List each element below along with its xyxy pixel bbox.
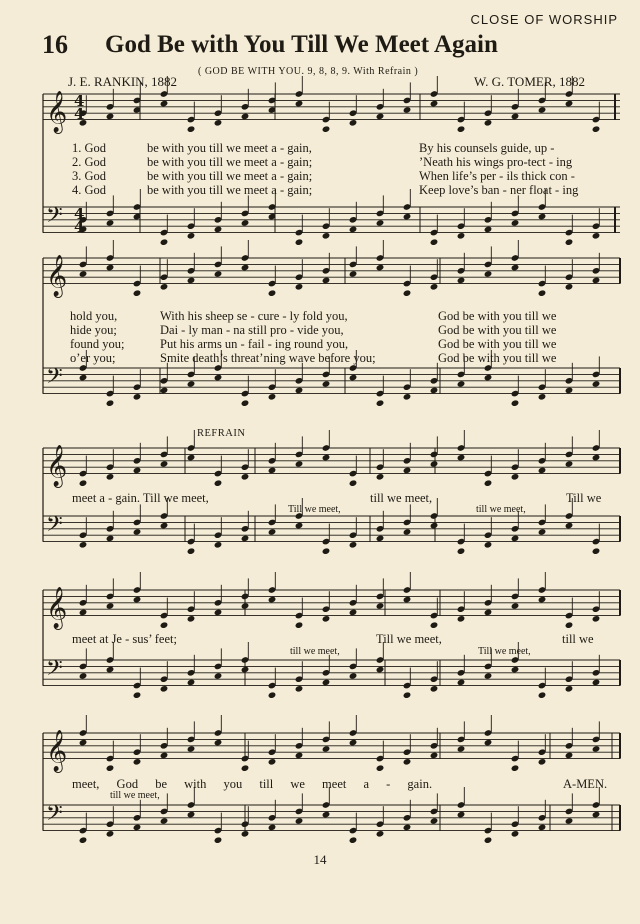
notehead <box>187 380 196 388</box>
s5-lyric-1: meet, God be with you till we meet a - gain. <box>72 777 433 791</box>
notehead <box>268 691 277 699</box>
notehead <box>349 270 358 278</box>
bass-clef-icon: 𝄢 <box>46 202 63 233</box>
notehead <box>457 380 466 388</box>
notehead <box>484 672 493 680</box>
notehead <box>376 264 385 272</box>
notehead <box>160 685 169 693</box>
notehead <box>376 535 385 543</box>
notehead <box>403 758 412 766</box>
s4-lyric-3: till we <box>562 632 594 646</box>
notehead <box>349 226 358 234</box>
refrain-label: REFRAIN <box>197 428 246 439</box>
notehead <box>322 745 331 753</box>
verse-4: 4. God be with you till we meet a - gain; Keep love’s ban - ner float - ing <box>72 183 579 197</box>
treble-clef-icon: 𝄞 <box>46 730 68 772</box>
notehead <box>376 666 385 674</box>
s4-bass-1: till we meet, <box>290 646 340 657</box>
notehead <box>322 679 331 687</box>
notehead <box>565 621 574 629</box>
notehead <box>592 547 601 555</box>
notehead <box>349 479 358 487</box>
notehead <box>79 836 88 844</box>
notehead <box>133 691 142 699</box>
notehead <box>295 238 304 246</box>
notehead <box>295 460 304 468</box>
notehead <box>106 666 115 674</box>
notehead <box>349 541 358 549</box>
notehead <box>268 467 277 475</box>
notehead <box>160 460 169 468</box>
treble-clef-icon: 𝄞 <box>46 587 68 629</box>
notehead <box>187 547 196 555</box>
notehead <box>403 467 412 475</box>
notehead <box>268 758 277 766</box>
notehead <box>376 113 385 121</box>
notehead <box>403 289 412 297</box>
notehead <box>187 277 196 285</box>
notehead <box>322 232 331 240</box>
notehead <box>592 679 601 687</box>
notehead <box>241 399 250 407</box>
notehead <box>349 609 358 617</box>
notehead <box>106 219 115 227</box>
notehead <box>565 685 574 693</box>
hymn-number: 16 <box>42 30 68 59</box>
s5-bass-1: till we meet, <box>110 790 160 801</box>
notehead <box>322 277 331 285</box>
notehead <box>484 226 493 234</box>
notehead <box>457 615 466 623</box>
s4-lyric-2: Till we meet, <box>376 632 442 646</box>
notehead <box>430 621 439 629</box>
notehead <box>322 380 331 388</box>
notehead <box>592 125 601 133</box>
notehead <box>106 602 115 610</box>
notehead <box>592 232 601 240</box>
notehead <box>133 596 142 604</box>
notehead <box>187 454 196 462</box>
notehead <box>592 811 601 819</box>
notehead <box>538 393 547 401</box>
notehead <box>430 522 439 530</box>
notehead <box>79 270 88 278</box>
notehead <box>457 125 466 133</box>
notehead <box>430 100 439 108</box>
notehead <box>79 479 88 487</box>
notehead <box>295 685 304 693</box>
notehead <box>79 672 88 680</box>
notehead <box>268 289 277 297</box>
refrain-lyric-2: till we meet, <box>370 491 433 505</box>
notehead <box>133 467 142 475</box>
notehead <box>592 745 601 753</box>
notehead <box>187 679 196 687</box>
notehead <box>592 454 601 462</box>
notehead <box>484 541 493 549</box>
bass-clef-icon: 𝄢 <box>46 655 63 686</box>
notehead <box>349 739 358 747</box>
notehead <box>484 836 493 844</box>
notehead <box>322 454 331 462</box>
notehead <box>403 106 412 114</box>
notehead <box>511 666 520 674</box>
notehead <box>241 764 250 772</box>
notehead <box>268 528 277 536</box>
notehead <box>214 739 223 747</box>
notehead <box>376 219 385 227</box>
notehead <box>214 541 223 549</box>
notehead <box>79 739 88 747</box>
notehead <box>403 824 412 832</box>
notehead <box>565 100 574 108</box>
notehead <box>430 817 439 825</box>
notehead <box>160 522 169 530</box>
notehead <box>133 528 142 536</box>
time-signature: 4 <box>74 205 85 223</box>
notehead <box>106 264 115 272</box>
notehead <box>160 387 169 395</box>
notehead <box>268 393 277 401</box>
notehead <box>430 283 439 291</box>
notehead <box>457 745 466 753</box>
notehead <box>430 387 439 395</box>
notehead <box>133 758 142 766</box>
notehead <box>484 270 493 278</box>
verse-2: 2. God be with you till we meet a - gain; ’Neath his wings pro-tect - ing <box>72 155 573 169</box>
section-heading: CLOSE OF WORSHIP <box>470 12 618 27</box>
refrain-lyric-3: Till we <box>566 491 602 505</box>
notehead <box>349 374 358 382</box>
notehead <box>214 270 223 278</box>
notehead <box>160 283 169 291</box>
notehead <box>79 374 88 382</box>
notehead <box>214 836 223 844</box>
notehead <box>79 541 88 549</box>
line-1: hold you, With his sheep se - cure - ly fold you, God be with you till we <box>70 309 557 323</box>
notehead <box>214 479 223 487</box>
notehead <box>133 289 142 297</box>
notehead <box>295 387 304 395</box>
notehead <box>484 739 493 747</box>
notehead <box>133 824 142 832</box>
notehead <box>538 213 547 221</box>
composer-credit: W. G. TOMER, 1882 <box>474 74 585 89</box>
notehead <box>403 596 412 604</box>
notehead <box>349 672 358 680</box>
notehead <box>106 535 115 543</box>
notehead <box>484 609 493 617</box>
notehead <box>295 752 304 760</box>
notehead <box>457 232 466 240</box>
notehead <box>106 473 115 481</box>
notehead <box>403 213 412 221</box>
notehead <box>160 238 169 246</box>
notehead <box>565 460 574 468</box>
bass-clef-icon: 𝄢 <box>46 800 63 831</box>
notehead <box>295 621 304 629</box>
time-signature: 4 <box>74 217 85 236</box>
notehead <box>511 399 520 407</box>
treble-clef-icon: 𝄞 <box>46 445 68 487</box>
time-signature: 4 <box>74 104 85 123</box>
notehead <box>457 277 466 285</box>
notehead <box>565 817 574 825</box>
notehead <box>241 219 250 227</box>
notehead <box>565 238 574 246</box>
notehead <box>160 752 169 760</box>
notehead <box>241 830 250 838</box>
notehead <box>376 473 385 481</box>
notehead <box>106 830 115 838</box>
notehead <box>511 473 520 481</box>
notehead <box>592 277 601 285</box>
notehead <box>187 125 196 133</box>
notehead <box>106 113 115 121</box>
notehead <box>187 615 196 623</box>
hymn-title: God Be with You Till We Meet Again <box>105 31 498 58</box>
notehead <box>538 106 547 114</box>
notehead <box>565 522 574 530</box>
s4-lyric-1: meet at Je - sus’ feet; <box>72 632 177 646</box>
notehead <box>511 602 520 610</box>
notehead <box>322 615 331 623</box>
notehead <box>214 672 223 680</box>
notehead <box>511 264 520 272</box>
notehead <box>511 764 520 772</box>
notehead <box>268 824 277 832</box>
notehead <box>538 528 547 536</box>
notehead <box>349 836 358 844</box>
s4-bass-2: Till we meet, <box>478 646 531 657</box>
notehead <box>295 283 304 291</box>
notehead <box>430 238 439 246</box>
notehead <box>241 473 250 481</box>
notehead <box>565 752 574 760</box>
time-signature: 4 <box>74 92 85 110</box>
notehead <box>214 226 223 234</box>
notehead <box>241 113 250 121</box>
notehead <box>322 811 331 819</box>
page-number: 14 <box>313 852 327 867</box>
notehead <box>133 393 142 401</box>
notehead <box>430 460 439 468</box>
notehead <box>430 752 439 760</box>
notehead <box>538 824 547 832</box>
notehead <box>538 467 547 475</box>
notehead <box>457 811 466 819</box>
bass-clef-icon: 𝄢 <box>46 511 63 542</box>
amen: A-MEN. <box>563 777 608 791</box>
notehead <box>214 374 223 382</box>
author-credit: J. E. RANKIN, 1882 <box>68 74 178 89</box>
notehead <box>295 522 304 530</box>
notehead <box>457 454 466 462</box>
notehead <box>187 232 196 240</box>
notehead <box>511 830 520 838</box>
notehead <box>484 374 493 382</box>
notehead <box>187 811 196 819</box>
notehead <box>376 830 385 838</box>
notehead <box>322 547 331 555</box>
notehead <box>295 100 304 108</box>
notehead <box>214 119 223 127</box>
notehead <box>538 596 547 604</box>
notehead <box>484 479 493 487</box>
notehead <box>160 621 169 629</box>
notehead <box>295 817 304 825</box>
line-4: o’er you; Smite death’s threat’ning wave before you; God be with you till we <box>70 351 557 365</box>
bass-clef-icon: 𝄢 <box>46 363 63 394</box>
notehead <box>511 219 520 227</box>
notehead <box>322 125 331 133</box>
notehead <box>241 535 250 543</box>
verse-3: 3. God be with you till we meet a - gain; When life’s per - ils thick con - <box>72 169 575 183</box>
notehead <box>538 758 547 766</box>
notehead <box>403 691 412 699</box>
notehead <box>403 528 412 536</box>
notehead <box>403 393 412 401</box>
notehead <box>430 685 439 693</box>
notehead <box>187 745 196 753</box>
notehead <box>106 764 115 772</box>
notehead <box>79 609 88 617</box>
notehead <box>160 817 169 825</box>
line-3: found you; Put his arms un - fail - ing round you, God be with you till we <box>70 337 557 351</box>
notehead <box>241 264 250 272</box>
notehead <box>565 283 574 291</box>
refrain-lyric-1: meet a - gain. Till we meet, <box>72 491 209 505</box>
notehead <box>106 399 115 407</box>
notehead <box>511 113 520 121</box>
meter-line: ( GOD BE WITH YOU. 9, 8, 8, 9. With Refrain ) <box>198 66 419 77</box>
notehead <box>457 679 466 687</box>
notehead <box>241 602 250 610</box>
notehead <box>457 547 466 555</box>
notehead <box>592 615 601 623</box>
notehead <box>160 100 169 108</box>
notehead <box>268 596 277 604</box>
treble-clef-icon: 𝄞 <box>46 255 68 297</box>
notehead <box>376 602 385 610</box>
notehead <box>376 764 385 772</box>
refrain-bass-1: Till we meet, <box>288 504 341 515</box>
notehead <box>538 289 547 297</box>
notehead <box>538 691 547 699</box>
line-2: hide you; Dai - ly man - na still pro - vide you, God be with you till we <box>70 323 557 337</box>
notehead <box>349 119 358 127</box>
notehead <box>214 609 223 617</box>
verse-1: 1. God be with you till we meet a - gain, By his counsels guide, up - <box>72 141 555 155</box>
notehead <box>565 387 574 395</box>
notehead <box>241 666 250 674</box>
notehead <box>376 399 385 407</box>
notehead <box>592 380 601 388</box>
notehead <box>511 535 520 543</box>
refrain-bass-2: till we meet, <box>476 504 526 515</box>
notehead <box>484 119 493 127</box>
treble-clef-icon: 𝄞 <box>46 91 68 133</box>
